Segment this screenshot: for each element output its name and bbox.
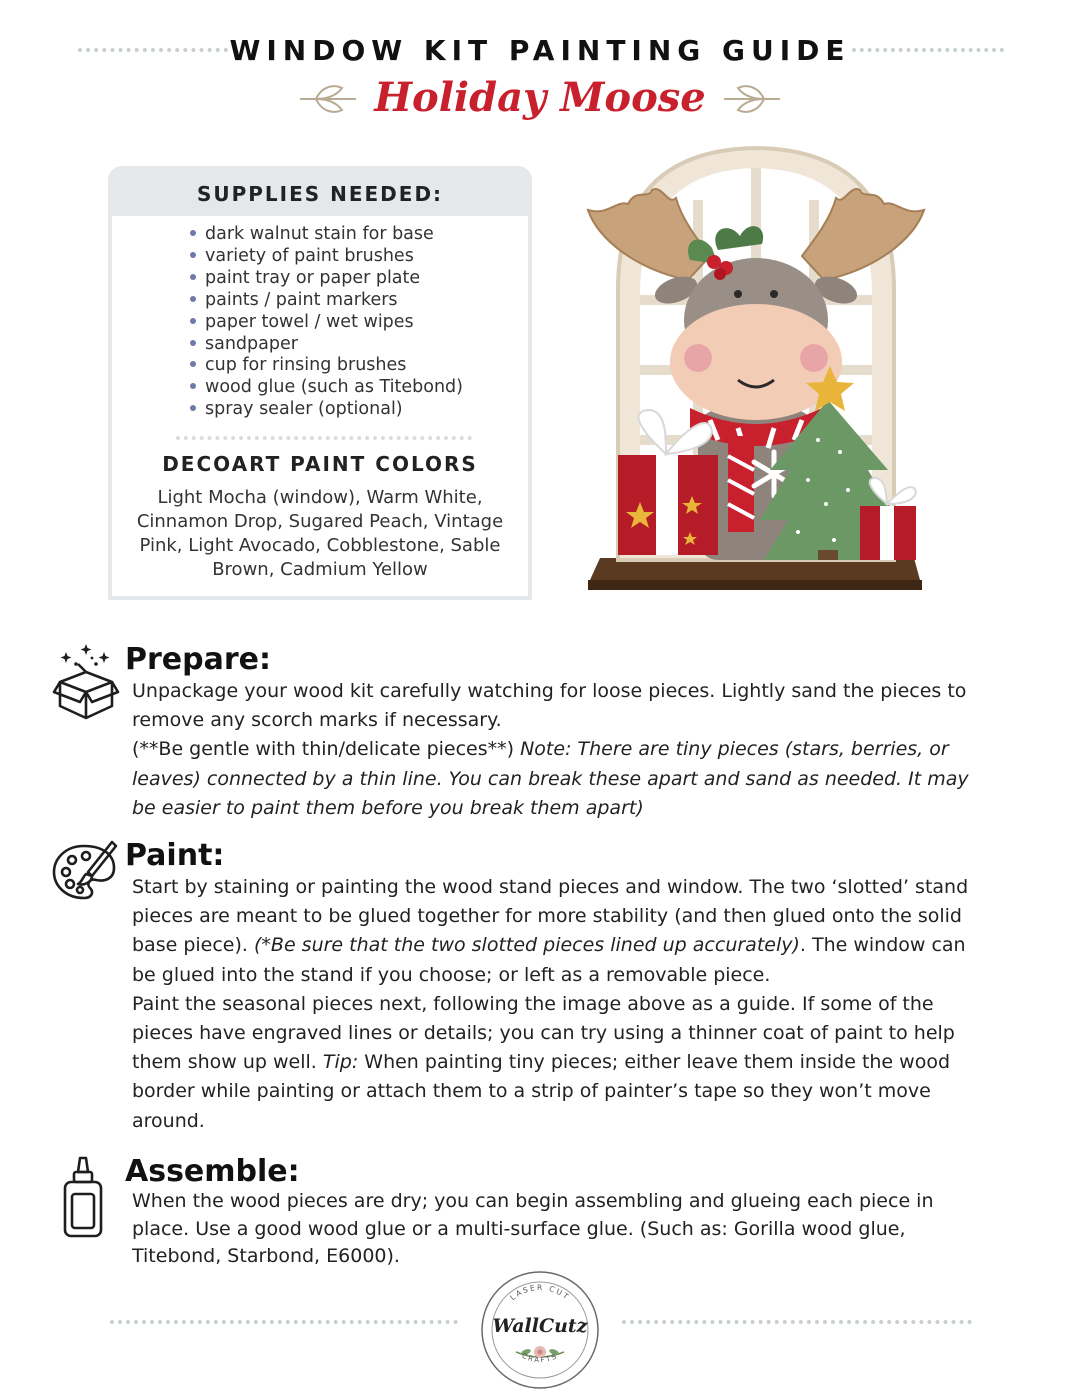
- list-item: dark walnut stain for base: [190, 224, 463, 246]
- assemble-section: [52, 1154, 992, 1274]
- prepare-note-plain: (**Be gentle with thin/delicate pieces**): [132, 738, 521, 761]
- paint-colors-heading: DECOART PAINT COLORS: [162, 452, 478, 476]
- paint-section: [52, 838, 992, 1138]
- list-item: paints / paint markers: [190, 290, 463, 312]
- paint-heading: Paint:: [125, 838, 225, 873]
- paint-text-run: . The window can be glued into the stand if you choose; or left as a removable piece.: [132, 934, 966, 986]
- paint-text-run: Start by staining or painting the wood stand pieces and window. The two ‘slotted’ stand pieces are meant to be glued together for more stability (and then glued onto the solid base piece).: [132, 876, 969, 957]
- logo-ring-bottom: CRAFTS: [520, 1351, 560, 1365]
- paint-text-run: Paint the seasonal pieces next, following the image above as a guide. If some of the pieces have engraved lines or details; you can try using a thinner coat of paint to help them show up well.: [132, 992, 955, 1074]
- wallcutz-logo: [478, 1268, 602, 1392]
- prepare-section: [52, 642, 992, 832]
- supplies-heading: SUPPLIES NEEDED:: [112, 170, 528, 216]
- list-item: variety of paint brushes: [190, 246, 463, 268]
- paint-palette-icon: [52, 838, 118, 902]
- page-subtitle: Holiday Moose: [374, 74, 706, 121]
- paint-text: [132, 873, 992, 1136]
- logo-ring-top: LASER CUT: [508, 1282, 572, 1303]
- list-item: cup for rinsing brushes: [190, 355, 463, 377]
- paint-text-italic: (*Be sure that the two slotted pieces lined up accurately): [254, 934, 800, 957]
- list-item: paper towel / wet wipes: [190, 312, 463, 334]
- page-title: WINDOW KIT PAINTING GUIDE: [229, 34, 851, 67]
- divider: [176, 436, 472, 440]
- logo-brand: WallCutz: [492, 1315, 588, 1337]
- bottom-right-dotted-rule: [622, 1320, 972, 1324]
- prepare-heading: Prepare:: [125, 642, 271, 677]
- paint-paragraph-1: [132, 873, 992, 990]
- list-item: spray sealer (optional): [190, 399, 463, 421]
- paint-colors-text: Light Mocha (window), Warm White, Cinnamon Drop, Sugared Peach, Vintage Pink, Light Avocado, Cobblestone, Sable Brown, Cadmium Yellow: [136, 487, 504, 580]
- list-item: wood glue (such as Titebond): [190, 377, 463, 399]
- prepare-text: [132, 677, 992, 823]
- open-box-icon: [52, 642, 120, 722]
- assemble-text: When the wood pieces are dry; you can begin assembling and glueing each piece in place. Use a good wood glue or a multi-surface glue. (Such as: Gorilla wood glue, Titebond, Starbond, E6000).: [132, 1190, 934, 1267]
- prepare-paragraph-1: Unpackage your wood kit carefully watching for loose pieces. Lightly sand the pieces to remove any scorch marks if necessary.: [132, 680, 967, 732]
- prepare-note-italic: Note: There are tiny pieces (stars, berries, or leaves) connected by a thin line. You can break these apart and sand as needed. It may be easier to paint them before you break them apart): [132, 738, 969, 819]
- paint-tip-label: Tip:: [322, 1051, 359, 1074]
- paint-paragraph-2: [132, 990, 992, 1136]
- bottom-left-dotted-rule: [110, 1320, 458, 1324]
- supplies-panel: [108, 166, 532, 600]
- supplies-list: [190, 224, 463, 421]
- paint-text-run: When painting tiny pieces; either leave them inside the wood border while painting or attach them to a strip of painter’s tape so they won’t move around.: [132, 1051, 951, 1132]
- holiday-moose-image: [578, 140, 938, 600]
- glue-bottle-icon: [62, 1154, 104, 1240]
- list-item: paint tray or paper plate: [190, 268, 463, 290]
- prepare-paragraph-2: [132, 735, 992, 823]
- assemble-heading: Assemble:: [125, 1154, 300, 1189]
- right-leaf-icon: [722, 82, 782, 116]
- list-item: sandpaper: [190, 334, 463, 356]
